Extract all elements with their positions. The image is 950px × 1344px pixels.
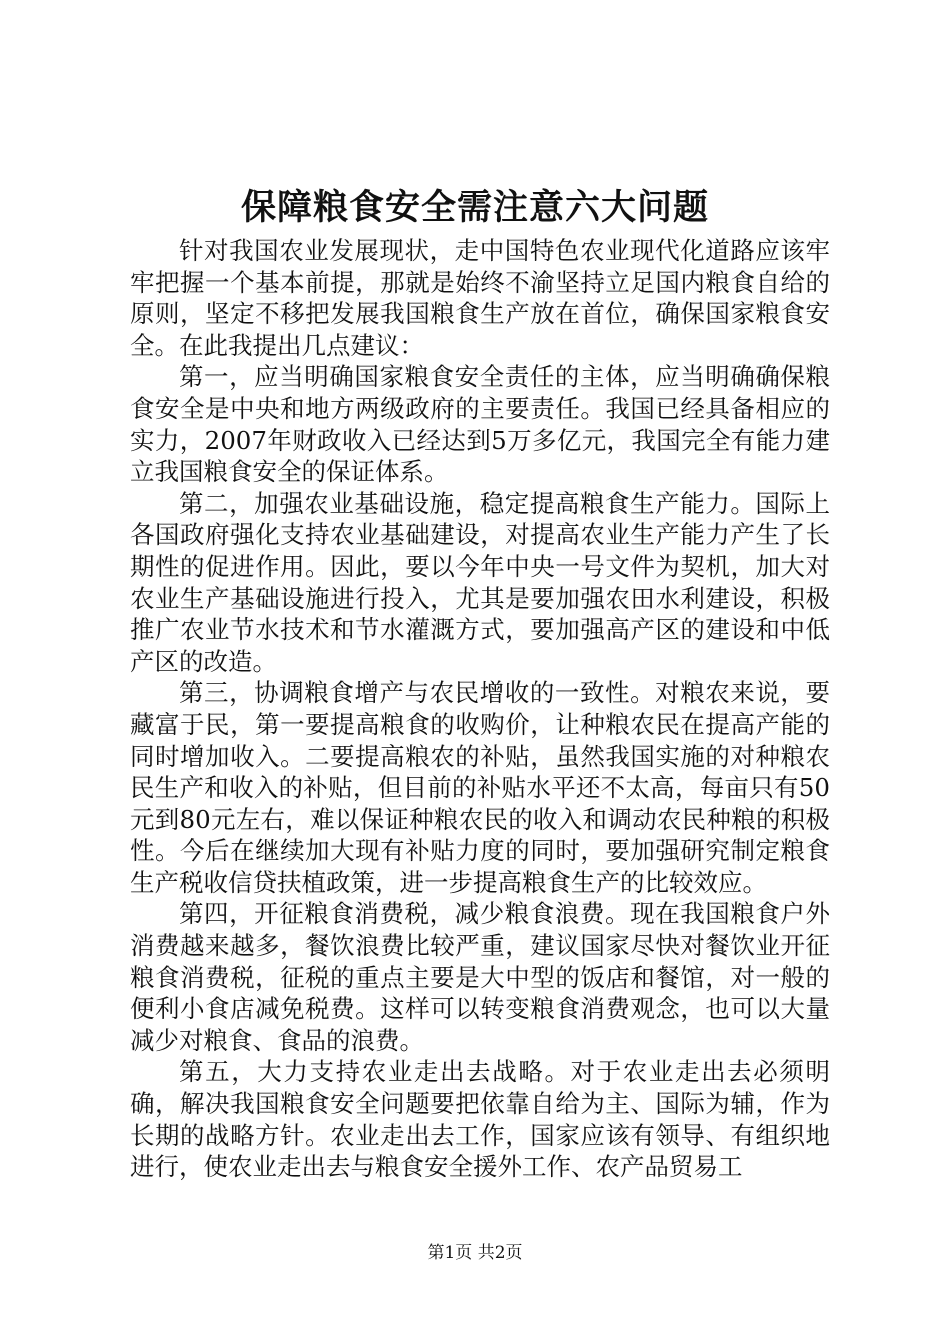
paragraph-third: 第三，协调粮食增产与农民增收的一致性。对粮农来说，要藏富于民，第一要提高粮食的收购价，让种粮农民在提高产能的同时增加收入。二要提高粮农的补贴，虽然我国实施的对种粮农民生产和收入的补贴，但目前的补贴水平还不太高，每亩只有50元到80元左右，难以保证种粮农民的收入和调动农民种粮的积极性。今后在继续加大现有补贴力度的同时，要加强研究制定粮食生产税收信贷扶植政策，进一步提高粮食生产的比较效应。 [130,678,830,897]
paragraph-second: 第二，加强农业基础设施，稳定提高粮食生产能力。国际上各国政府强化支持农业基础建设，对提高农业生产能力产生了长期性的促进作用。因此，要以今年中央一号文件为契机，加大对农业生产基础设施进行投入，尤其是要加强农田水利建设，积极推广农业节水技术和节水灌溉方式，要加强高产区的建设和中低产区的改造。 [130,488,830,676]
document-body [130,235,830,1183]
paragraph-fifth: 第五，大力支持农业走出去战略。对于农业走出去必须明确，解决我国粮食安全问题要把依靠自给为主、国际为辅，作为长期的战略方针。农业走出去工作，国家应该有领导、有组织地进行，使农业走出去与粮食安全援外工作、农产品贸易工 [130,1057,830,1182]
page-footer: 第1页 共2页 [427,1243,523,1263]
paragraph-first: 第一，应当明确国家粮食安全责任的主体，应当明确确保粮食安全是中央和地方两级政府的主要责任。我国已经具备相应的实力，2007年财政收入已经达到5万多亿元，我国完全有能力建立我国粮食安全的保证体系。 [130,362,830,487]
paragraph-intro: 针对我国农业发展现状，走中国特色农业现代化道路应该牢牢把握一个基本前提，那就是始终不渝坚持立足国内粮食自给的原则，坚定不移把发展我国粮食生产放在首位，确保国家粮食安全。在此我提出几点建议： [130,236,830,360]
paragraph-fourth: 第四，开征粮食消费税，减少粮食浪费。现在我国粮食户外消费越来越多，餐饮浪费比较严重，建议国家尽快对餐饮业开征粮食消费税，征税的重点主要是大中型的饭店和餐馆，对一般的便利小食店减免税费。这样可以转变粮食消费观念，也可以大量减少对粮食、食品的浪费。 [130,899,830,1055]
document-title: 保障粮食安全需注意六大问题 [240,187,709,228]
